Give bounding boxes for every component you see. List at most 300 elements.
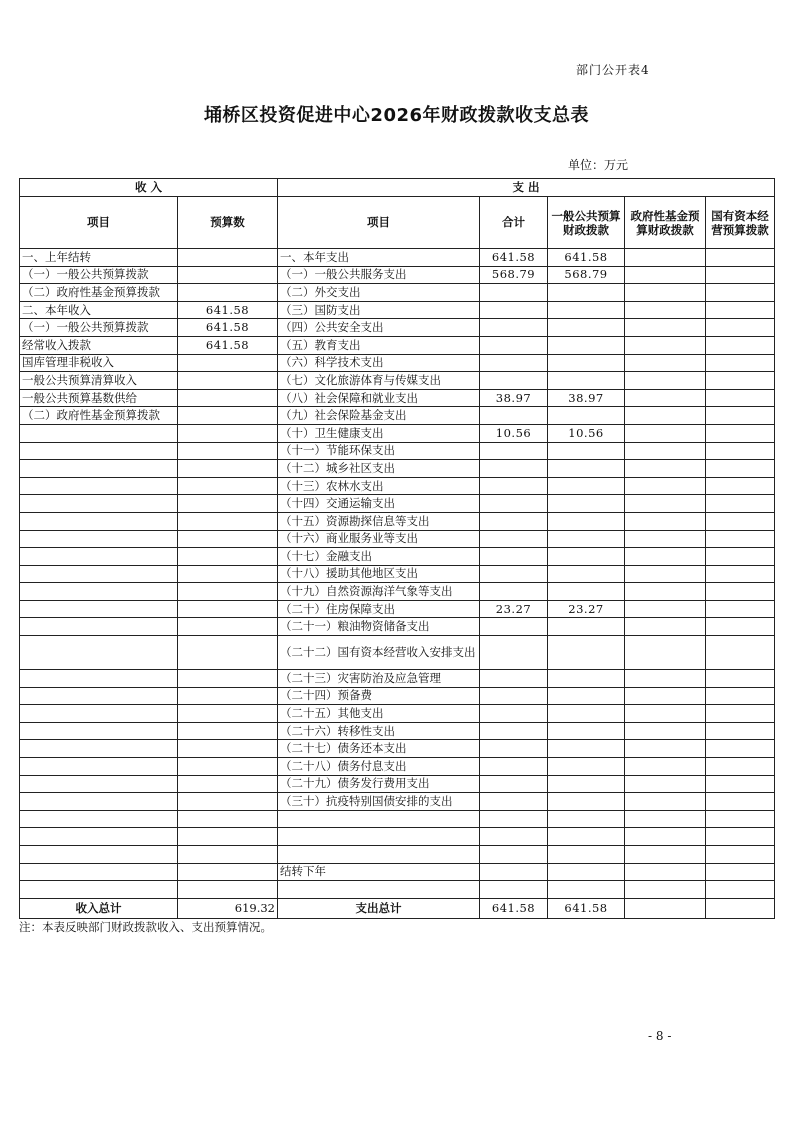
- income-item-cell: [20, 618, 178, 636]
- expense-item-cell: [278, 810, 480, 828]
- state-capital-cell: [706, 670, 775, 688]
- income-item-cell: [20, 495, 178, 513]
- general-budget-cell: [548, 670, 625, 688]
- expense-item-cell: （九）社会保险基金支出: [278, 407, 480, 425]
- expense-item-cell: （十六）商业服务业等支出: [278, 530, 480, 548]
- state-capital-cell: [706, 828, 775, 846]
- total-cell: [480, 636, 548, 670]
- expense-item-cell: （二十八）债务付息支出: [278, 758, 480, 776]
- general-budget-cell: [548, 495, 625, 513]
- table-row: [20, 460, 775, 478]
- gov-fund-cell: [625, 618, 706, 636]
- general-budget-cell: [548, 442, 625, 460]
- income-item-cell: [20, 460, 178, 478]
- col-gov-fund: 政府性基金预算财政拨款: [625, 197, 706, 249]
- total-cell: 568.79: [480, 266, 548, 284]
- gov-fund-cell: [625, 793, 706, 811]
- income-amount-cell: [178, 407, 278, 425]
- expense-item-cell: （十一）节能环保支出: [278, 442, 480, 460]
- income-amount-cell: 641.58: [178, 301, 278, 319]
- general-budget-cell: [548, 636, 625, 670]
- income-total-value: 619.32: [178, 898, 278, 918]
- income-amount-cell: [178, 284, 278, 302]
- total-cell: [480, 407, 548, 425]
- state-capital-cell: [706, 775, 775, 793]
- state-capital-cell: [706, 618, 775, 636]
- income-item-cell: 一般公共预算清算收入: [20, 372, 178, 390]
- general-budget-cell: [548, 810, 625, 828]
- table-row: [20, 775, 775, 793]
- gov-fund-cell: [625, 266, 706, 284]
- income-amount-cell: [178, 477, 278, 495]
- table-row: [20, 758, 775, 776]
- expense-item-cell: （二十）住房保障支出: [278, 600, 480, 618]
- income-item-cell: [20, 442, 178, 460]
- state-capital-cell: [706, 687, 775, 705]
- gov-fund-cell: [625, 846, 706, 864]
- income-amount-cell: [178, 512, 278, 530]
- gov-fund-cell: [625, 389, 706, 407]
- gov-fund-cell: [625, 687, 706, 705]
- general-budget-cell: [548, 775, 625, 793]
- state-capital-cell: [706, 793, 775, 811]
- gov-fund-cell: [625, 442, 706, 460]
- expense-item-cell: （七）文化旅游体育与传媒支出: [278, 372, 480, 390]
- table-row: [20, 336, 775, 354]
- table-row: [20, 372, 775, 390]
- income-amount-cell: [178, 881, 278, 899]
- general-budget-cell: [548, 354, 625, 372]
- income-item-cell: [20, 424, 178, 442]
- fund-total-value: [625, 898, 706, 918]
- gov-fund-cell: [625, 354, 706, 372]
- general-budget-cell: 38.97: [548, 389, 625, 407]
- total-cell: [480, 284, 548, 302]
- expense-item-cell: （十五）资源勘探信息等支出: [278, 512, 480, 530]
- general-budget-cell: [548, 565, 625, 583]
- state-capital-cell: [706, 460, 775, 478]
- expense-item-cell: （六）科学技术支出: [278, 354, 480, 372]
- total-cell: [480, 670, 548, 688]
- expense-total-label: 支出总计: [278, 898, 480, 918]
- income-amount-cell: [178, 618, 278, 636]
- table-row: [20, 670, 775, 688]
- income-item-cell: [20, 863, 178, 881]
- total-cell: [480, 336, 548, 354]
- expense-item-cell: （八）社会保障和就业支出: [278, 389, 480, 407]
- income-item-cell: [20, 636, 178, 670]
- expense-item-cell: （三）国防支出: [278, 301, 480, 319]
- general-total-value: 641.58: [548, 898, 625, 918]
- expense-item-cell: （十八）援助其他地区支出: [278, 565, 480, 583]
- state-capital-cell: [706, 495, 775, 513]
- general-budget-cell: [548, 477, 625, 495]
- table-row: [20, 354, 775, 372]
- table-row: [20, 424, 775, 442]
- gov-fund-cell: [625, 495, 706, 513]
- expense-item-cell: （五）教育支出: [278, 336, 480, 354]
- gov-fund-cell: [625, 881, 706, 899]
- table-row: [20, 687, 775, 705]
- general-budget-cell: [548, 740, 625, 758]
- total-cell: [480, 863, 548, 881]
- table-row: [20, 636, 775, 670]
- total-cell: [480, 565, 548, 583]
- income-item-cell: [20, 548, 178, 566]
- general-budget-cell: [548, 583, 625, 601]
- col-general-budget: 一般公共预算财政拨款: [548, 197, 625, 249]
- total-cell: [480, 705, 548, 723]
- total-cell: [480, 846, 548, 864]
- state-capital-cell: [706, 722, 775, 740]
- state-capital-cell: [706, 600, 775, 618]
- state-capital-cell: [706, 319, 775, 337]
- income-amount-cell: [178, 863, 278, 881]
- income-amount-cell: [178, 266, 278, 284]
- gov-fund-cell: [625, 301, 706, 319]
- gov-fund-cell: [625, 319, 706, 337]
- expense-item-cell: （二十九）债务发行费用支出: [278, 775, 480, 793]
- total-cell: [480, 460, 548, 478]
- page-title: 埇桥区投资促进中心2026年财政拨款收支总表: [203, 105, 590, 126]
- table-row: [20, 477, 775, 495]
- table-row: [20, 828, 775, 846]
- total-cell: [480, 775, 548, 793]
- expense-item-cell: 一、本年支出: [278, 249, 480, 267]
- gov-fund-cell: [625, 548, 706, 566]
- unit-label: 单位：万元: [568, 158, 629, 172]
- state-capital-cell: [706, 389, 775, 407]
- gov-fund-cell: [625, 636, 706, 670]
- gov-fund-cell: [625, 775, 706, 793]
- expense-item-cell: （二十五）其他支出: [278, 705, 480, 723]
- expense-item-cell: （四）公共安全支出: [278, 319, 480, 337]
- income-item-cell: 经常收入拨款: [20, 336, 178, 354]
- table-row: [20, 722, 775, 740]
- total-cell: [480, 687, 548, 705]
- general-budget-cell: 23.27: [548, 600, 625, 618]
- expense-item-cell: （十九）自然资源海洋气象等支出: [278, 583, 480, 601]
- income-amount-cell: [178, 442, 278, 460]
- expense-item-cell: （二十七）债务还本支出: [278, 740, 480, 758]
- income-item-cell: [20, 846, 178, 864]
- income-amount-cell: [178, 775, 278, 793]
- income-item-cell: [20, 740, 178, 758]
- total-cell: [480, 828, 548, 846]
- table-row: [20, 284, 775, 302]
- table-row: [20, 740, 775, 758]
- table-row: [20, 407, 775, 425]
- general-budget-cell: [548, 687, 625, 705]
- income-amount-cell: [178, 424, 278, 442]
- income-group-header: 收 入: [20, 179, 278, 197]
- income-item-cell: 国库管理非税收入: [20, 354, 178, 372]
- total-cell: [480, 372, 548, 390]
- income-amount-cell: [178, 722, 278, 740]
- income-item-cell: 一般公共预算基数供给: [20, 389, 178, 407]
- gov-fund-cell: [625, 565, 706, 583]
- income-amount-cell: [178, 583, 278, 601]
- income-item-cell: [20, 828, 178, 846]
- income-amount-cell: [178, 354, 278, 372]
- table-row: [20, 600, 775, 618]
- col-state-capital: 国有资本经营预算拨款: [706, 197, 775, 249]
- income-item-cell: [20, 477, 178, 495]
- table-row: [20, 863, 775, 881]
- state-capital-cell: [706, 530, 775, 548]
- col-income-budget: 预算数: [178, 197, 278, 249]
- general-budget-cell: 10.56: [548, 424, 625, 442]
- income-amount-cell: [178, 249, 278, 267]
- expense-item-cell: （十三）农林水支出: [278, 477, 480, 495]
- income-amount-cell: [178, 389, 278, 407]
- income-amount-cell: [178, 565, 278, 583]
- gov-fund-cell: [625, 670, 706, 688]
- general-budget-cell: [548, 793, 625, 811]
- group-header-row: [20, 179, 775, 197]
- state-capital-cell: [706, 636, 775, 670]
- general-budget-cell: [548, 722, 625, 740]
- column-header-row: [20, 197, 775, 249]
- table-row: [20, 249, 775, 267]
- gov-fund-cell: [625, 512, 706, 530]
- state-capital-cell: [706, 301, 775, 319]
- income-item-cell: [20, 583, 178, 601]
- table-row: [20, 266, 775, 284]
- expense-item-cell: （二十四）预备费: [278, 687, 480, 705]
- expense-item-cell: （十二）城乡社区支出: [278, 460, 480, 478]
- total-cell: [480, 319, 548, 337]
- income-amount-cell: [178, 705, 278, 723]
- expense-item-cell: （十四）交通运输支出: [278, 495, 480, 513]
- income-item-cell: [20, 793, 178, 811]
- income-amount-cell: [178, 670, 278, 688]
- income-amount-cell: [178, 548, 278, 566]
- gov-fund-cell: [625, 758, 706, 776]
- table-row: [20, 495, 775, 513]
- total-cell: 38.97: [480, 389, 548, 407]
- total-cell: [480, 810, 548, 828]
- income-item-cell: [20, 565, 178, 583]
- general-budget-cell: [548, 301, 625, 319]
- general-budget-cell: [548, 863, 625, 881]
- income-amount-cell: [178, 600, 278, 618]
- income-amount-cell: [178, 793, 278, 811]
- expense-item-cell: [278, 881, 480, 899]
- income-item-cell: [20, 810, 178, 828]
- income-amount-cell: 641.58: [178, 319, 278, 337]
- table-row: [20, 565, 775, 583]
- table-row: [20, 881, 775, 899]
- state-capital-cell: [706, 336, 775, 354]
- table-row: [20, 319, 775, 337]
- income-item-cell: [20, 670, 178, 688]
- gov-fund-cell: [625, 460, 706, 478]
- gov-fund-cell: [625, 810, 706, 828]
- general-budget-cell: [548, 460, 625, 478]
- income-item-cell: [20, 758, 178, 776]
- gov-fund-cell: [625, 530, 706, 548]
- income-total-label: 收入总计: [20, 898, 178, 918]
- expense-item-cell: （二十六）转移性支出: [278, 722, 480, 740]
- gov-fund-cell: [625, 372, 706, 390]
- income-amount-cell: [178, 828, 278, 846]
- income-amount-cell: [178, 495, 278, 513]
- table-row: [20, 846, 775, 864]
- gov-fund-cell: [625, 424, 706, 442]
- state-capital-cell: [706, 354, 775, 372]
- general-budget-cell: [548, 512, 625, 530]
- general-budget-cell: [548, 828, 625, 846]
- general-budget-cell: 641.58: [548, 249, 625, 267]
- state-capital-cell: [706, 740, 775, 758]
- expense-item-cell: [278, 828, 480, 846]
- income-item-cell: （一）一般公共预算拨款: [20, 266, 178, 284]
- state-capital-cell: [706, 249, 775, 267]
- income-item-cell: 一、上年结转: [20, 249, 178, 267]
- general-budget-cell: [548, 881, 625, 899]
- income-item-cell: [20, 881, 178, 899]
- income-item-cell: [20, 775, 178, 793]
- state-capital-cell: [706, 442, 775, 460]
- state-capital-cell: [706, 372, 775, 390]
- total-cell: [480, 301, 548, 319]
- income-amount-cell: 641.58: [178, 336, 278, 354]
- capital-total-value: [706, 898, 775, 918]
- total-cell: 641.58: [480, 249, 548, 267]
- state-capital-cell: [706, 477, 775, 495]
- total-cell: [480, 512, 548, 530]
- table-row: [20, 810, 775, 828]
- total-cell: 10.56: [480, 424, 548, 442]
- income-amount-cell: [178, 687, 278, 705]
- expense-item-cell: （二十一）粮油物资储备支出: [278, 618, 480, 636]
- income-item-cell: [20, 512, 178, 530]
- total-cell: [480, 442, 548, 460]
- income-amount-cell: [178, 846, 278, 864]
- total-cell: [480, 477, 548, 495]
- gov-fund-cell: [625, 477, 706, 495]
- income-item-cell: [20, 530, 178, 548]
- state-capital-cell: [706, 705, 775, 723]
- state-capital-cell: [706, 758, 775, 776]
- total-cell: [480, 354, 548, 372]
- sheet-number: 部门公开表4: [576, 63, 650, 77]
- state-capital-cell: [706, 512, 775, 530]
- expense-item-cell: （十）卫生健康支出: [278, 424, 480, 442]
- gov-fund-cell: [625, 600, 706, 618]
- total-cell: [480, 793, 548, 811]
- general-budget-cell: [548, 705, 625, 723]
- gov-fund-cell: [625, 249, 706, 267]
- state-capital-cell: [706, 284, 775, 302]
- income-item-cell: （二）政府性基金预算拨款: [20, 284, 178, 302]
- expense-item-cell: （二十三）灾害防治及应急管理: [278, 670, 480, 688]
- gov-fund-cell: [625, 722, 706, 740]
- total-cell: [480, 583, 548, 601]
- expense-group-header: 支 出: [278, 179, 775, 197]
- total-cell: [480, 548, 548, 566]
- table-row: [20, 705, 775, 723]
- general-budget-cell: [548, 846, 625, 864]
- income-item-cell: [20, 705, 178, 723]
- gov-fund-cell: [625, 828, 706, 846]
- footnote: 注：本表反映部门财政拨款收入、支出预算情况。: [19, 920, 272, 934]
- income-item-cell: （一）一般公共预算拨款: [20, 319, 178, 337]
- col-expense-item: 项目: [278, 197, 480, 249]
- general-budget-cell: [548, 284, 625, 302]
- col-income-item: 项目: [20, 197, 178, 249]
- expense-item-cell: （一）一般公共服务支出: [278, 266, 480, 284]
- income-amount-cell: [178, 372, 278, 390]
- income-item-cell: 二、本年收入: [20, 301, 178, 319]
- gov-fund-cell: [625, 284, 706, 302]
- expense-item-cell: 结转下年: [278, 863, 480, 881]
- income-amount-cell: [178, 530, 278, 548]
- table-row: [20, 301, 775, 319]
- income-item-cell: （二）政府性基金预算拨款: [20, 407, 178, 425]
- expense-item-cell: （三十）抗疫特别国债安排的支出: [278, 793, 480, 811]
- state-capital-cell: [706, 266, 775, 284]
- general-budget-cell: 568.79: [548, 266, 625, 284]
- budget-table: [19, 178, 775, 919]
- general-budget-cell: [548, 319, 625, 337]
- gov-fund-cell: [625, 583, 706, 601]
- general-budget-cell: [548, 758, 625, 776]
- expense-item-cell: [278, 846, 480, 864]
- income-item-cell: [20, 600, 178, 618]
- state-capital-cell: [706, 583, 775, 601]
- table-row: [20, 618, 775, 636]
- total-cell: [480, 618, 548, 636]
- total-cell: [480, 530, 548, 548]
- table-row: [20, 583, 775, 601]
- general-budget-cell: [548, 336, 625, 354]
- page-number: - 8 -: [648, 1029, 672, 1043]
- state-capital-cell: [706, 810, 775, 828]
- state-capital-cell: [706, 863, 775, 881]
- income-item-cell: [20, 687, 178, 705]
- gov-fund-cell: [625, 705, 706, 723]
- income-amount-cell: [178, 758, 278, 776]
- income-amount-cell: [178, 460, 278, 478]
- income-amount-cell: [178, 810, 278, 828]
- income-amount-cell: [178, 636, 278, 670]
- state-capital-cell: [706, 407, 775, 425]
- expense-item-cell: （二）外交支出: [278, 284, 480, 302]
- table-row: [20, 389, 775, 407]
- total-cell: [480, 881, 548, 899]
- state-capital-cell: [706, 846, 775, 864]
- general-budget-cell: [548, 530, 625, 548]
- table-row: [20, 793, 775, 811]
- general-budget-cell: [548, 618, 625, 636]
- totals-row: [20, 898, 775, 918]
- gov-fund-cell: [625, 740, 706, 758]
- general-budget-cell: [548, 548, 625, 566]
- general-budget-cell: [548, 407, 625, 425]
- total-cell: [480, 758, 548, 776]
- expense-item-cell: （十七）金融支出: [278, 548, 480, 566]
- table-row: [20, 548, 775, 566]
- table-row: [20, 442, 775, 460]
- table-row: [20, 512, 775, 530]
- expense-item-cell: （二十二）国有资本经营收入安排支出: [278, 636, 480, 670]
- state-capital-cell: [706, 881, 775, 899]
- income-item-cell: [20, 722, 178, 740]
- state-capital-cell: [706, 565, 775, 583]
- gov-fund-cell: [625, 336, 706, 354]
